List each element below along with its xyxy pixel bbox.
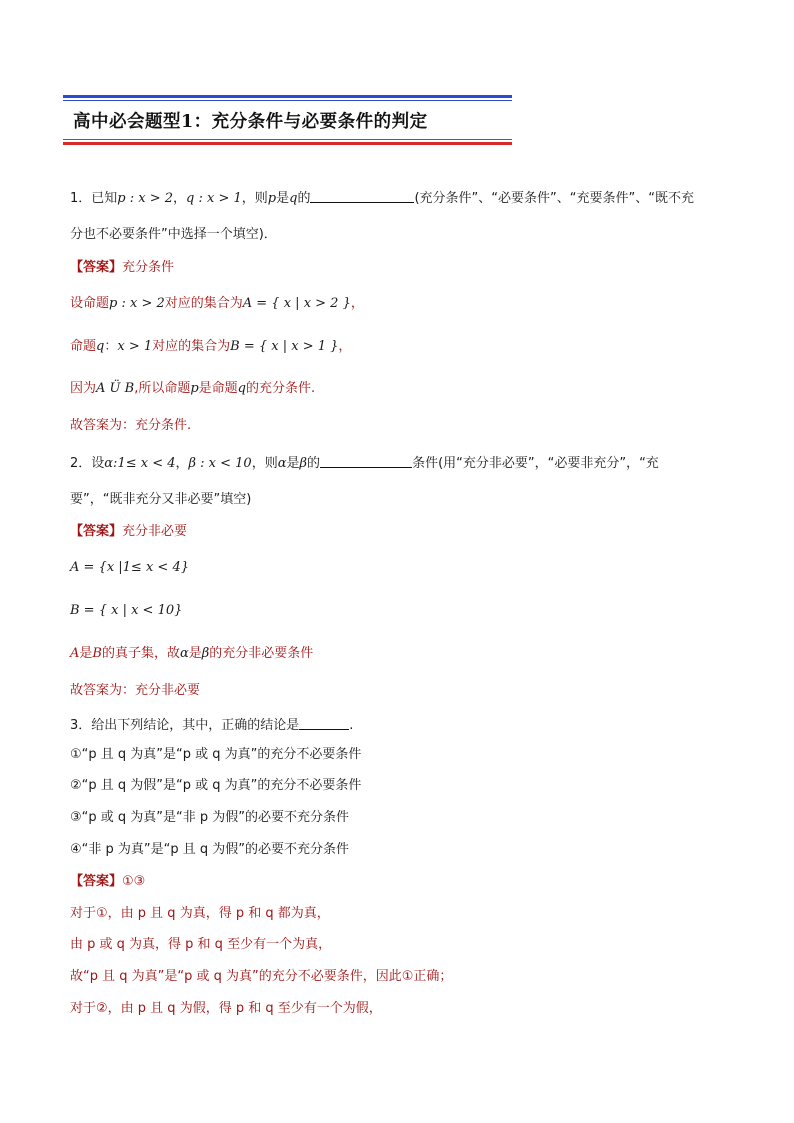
q3-option-1: ①“p 且 q 为真”是“p 或 q 为真”的充分不必要条件 xyxy=(70,747,362,762)
q2-final-answer: 故答案为：充分非必要 xyxy=(70,683,201,698)
q2-stem-line2: 要”，“既非充分又非必要”填空) xyxy=(70,492,252,507)
q3-option-3: ③“p 或 q 为真”是“非 p 为假”的必要不充分条件 xyxy=(70,810,350,825)
q3-option-2: ②“p 且 q 为假”是“p 或 q 为真”的充分不必要条件 xyxy=(70,778,362,793)
q2-set-b: B = { x | x < 10} xyxy=(70,603,183,618)
q2-stem-line1: 2．设α:1≤ x < 4，β : x < 10，则α是β的 条件(用“充分非必要”，“必要非充分”，“充 xyxy=(70,456,659,471)
q1-stem-line2: 分也不必要条件”中选择一个填空)． xyxy=(70,227,277,242)
q3-solution-line3: 故“p 且 q 为真”是“p 或 q 为真”的充分不必要条件，因此①正确； xyxy=(70,969,453,984)
q3-solution-line4: 对于②，由 p 且 q 为假，得 p 和 q 至少有一个为假， xyxy=(70,1001,382,1016)
q3-answer: 【答案】①③ xyxy=(70,874,146,889)
q3-solution-line2: 由 p 或 q 为真，得 p 和 q 至少有一个为真， xyxy=(70,937,332,952)
q2-answer-blank xyxy=(320,455,412,468)
q2-answer: 【答案】充分非必要 xyxy=(70,524,188,539)
title-bottom-rule-thin xyxy=(63,139,512,140)
title-top-rule-thick xyxy=(63,95,512,98)
q1-solution-line3: 因为A Ü B,所以命题p是命题q的充分条件. xyxy=(70,381,316,396)
q1-final-answer: 故答案为：充分条件. xyxy=(70,418,192,433)
q3-stem: 3．给出下列结论，其中，正确的结论是 . xyxy=(70,718,354,733)
q2-set-a: A = {x |1≤ x < 4} xyxy=(70,560,189,575)
q3-answer-blank xyxy=(299,717,349,730)
q1-solution-line1: 设命题p : x > 2对应的集合为A = { x | x > 2 }， xyxy=(70,296,364,311)
q1-stem-line1: 1．已知p : x > 2，q : x > 1，则p是q的 (充分条件”、“必要条件”、“充要条件”、“既不充 xyxy=(70,191,694,206)
title-banner xyxy=(63,100,512,138)
q1-answer: 【答案】充分条件 xyxy=(70,260,175,275)
q1-solution-line2: 命题q：x > 1对应的集合为B = { x | x > 1 }， xyxy=(70,339,352,354)
q1-answer-blank xyxy=(310,190,414,203)
q2-conclusion: A是B的真子集，故α是β的充分非必要条件 xyxy=(70,646,314,661)
q3-option-4: ④“非 p 为真”是“p 且 q 为假”的必要不充分条件 xyxy=(70,842,350,857)
q3-solution-line1: 对于①，由 p 且 q 为真，得 p 和 q 都为真， xyxy=(70,906,330,921)
title-bottom-rule-thick xyxy=(63,142,512,145)
page-title: 高中必会题型1：充分条件与必要条件的判定 xyxy=(73,112,428,132)
